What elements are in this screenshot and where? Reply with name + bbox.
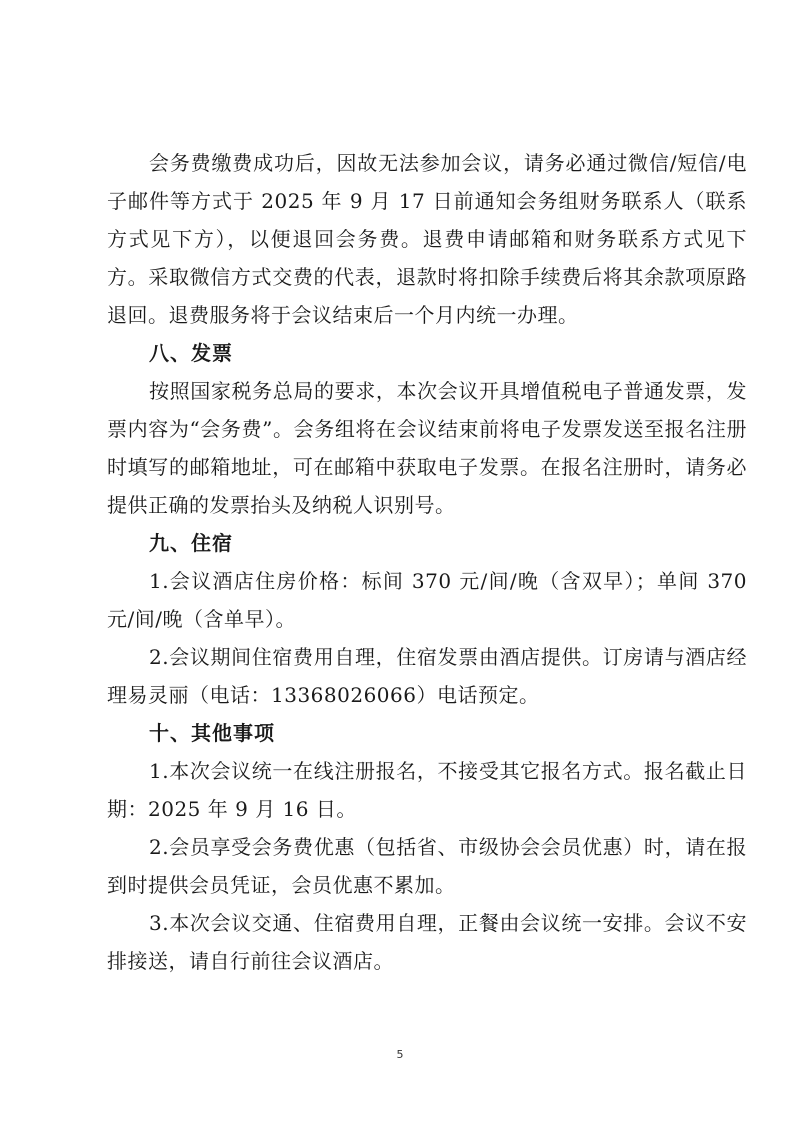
other-item-3: 3.本次会议交通、住宿费用自理，正餐由会议统一安排。会议不安排接送，请自行前往会议酒店。 [107,911,747,973]
accommodation-item-1: 1.会议酒店住房价格：标间 370 元/间/晚（含双早）；单间 370 元/间/晚（含单早）。 [107,569,747,631]
section-heading-other: 十、其他事项 [149,721,275,745]
page-number: 5 [396,1048,404,1061]
section-heading-invoice: 八、发票 [149,341,233,365]
section-heading-accommodation: 九、住宿 [149,531,233,555]
accommodation-item-2: 2.会议期间住宿费用自理，住宿发票由酒店提供。订房请与酒店经理易灵丽（电话：13368026066）电话预定。 [107,645,747,707]
other-item-2: 2.会员享受会务费优惠（包括省、市级协会会员优惠）时，请在报到时提供会员凭证，会员优惠不累加。 [107,835,747,897]
invoice-paragraph: 按照国家税务总局的要求，本次会议开具增值税电子普通发票，发票内容为“会务费”。会务组将在会议结束前将电子发票发送至报名注册时填写的邮箱地址，可在邮箱中获取电子发票。在报名注册时，请务必提供正确的发票抬头及纳税人识别号。 [107,379,747,517]
other-item-1: 1.本次会议统一在线注册报名，不接受其它报名方式。报名截止日期：2025 年 9 月 16 日。 [107,759,747,821]
document-body [107,144,747,980]
refund-paragraph: 会务费缴费成功后，因故无法参加会议，请务必通过微信/短信/电子邮件等方式于 2025 年 9 月 17 日前通知会务组财务联系人（联系方式见下方），以便退回会务费。退费申请邮箱和财务联系方式见下方。采取微信方式交费的代表，退款时将扣除手续费后将其余款项原路退回。退费服务将于会议结束后一个月内统一办理。 [107,151,747,327]
